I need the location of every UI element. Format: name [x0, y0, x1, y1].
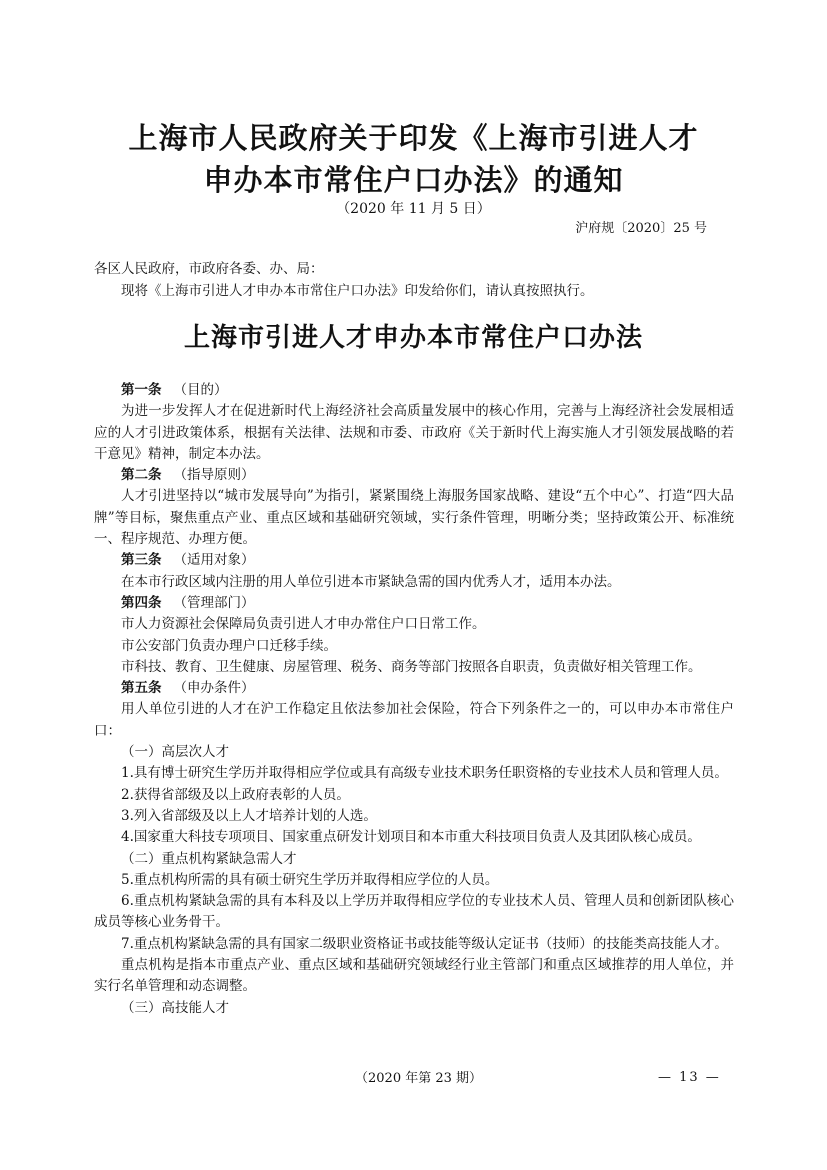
list-item: 5.重点机构所需的具有硕士研究生学历并取得相应学位的人员。 [121, 871, 499, 888]
article-label: 第五条 [121, 680, 162, 697]
list-item: 7.重点机构紧缺急需的具有国家二级职业资格证书或技能等级认定证书（技师）的技能类高技能人才。 [121, 935, 728, 952]
list-item: 6.重点机构紧缺急需的具有本科及以上学历并取得相应学位的专业技术人员、管理人员和创新团队核心成员等核心业务骨干。 [94, 893, 734, 931]
list-item: 4.国家重大科技专项项目、国家重点研发计划项目和本市重大科技项目负责人及其团队核心成员。 [121, 829, 701, 846]
regulation-title: 上海市引进人才申办本市常住户口办法 [183, 323, 643, 353]
list-item: 1.具有博士研究生学历并取得相应学位或具有高级专业技术职务任职资格的专业技术人员和管理人员。 [121, 765, 728, 782]
notice-title-line-1: 上海市人民政府关于印发《上海市引进人才 [128, 121, 699, 155]
article-paragraph: 市人力资源社会保障局负责引进人才申办常住户口日常工作。 [121, 616, 486, 633]
article-heading [94, 550, 734, 571]
document-number: 沪府规〔2020〕25 号 [575, 221, 707, 236]
article-heading [94, 593, 734, 614]
article-subtitle: （指导原则） [173, 467, 255, 484]
article-paragraph: 市科技、教育、卫生健康、房屋管理、税务、商务等部门按照各自职责，负责做好相关管理工作。 [121, 658, 702, 675]
issue-label: （2020 年第 23 期） [355, 1071, 483, 1086]
category-heading: （一）高层次人才 [121, 744, 229, 761]
article-paragraph: 人才引进坚持以“城市发展导向”为指引，紧紧围绕上海服务国家战略、建设“五个中心”、打造“四大品牌”等目标，聚焦重点产业、重点区域和基础研究领域，实行条件管理，明晰分类；坚持政策公开、标准统一、程序规范、办理方便。 [94, 488, 734, 548]
article-subtitle: （申办条件） [173, 680, 255, 697]
list-item: 3.列入省部级及以上人才培养计划的人选。 [121, 807, 377, 824]
article-paragraph: 重点机构是指本市重点产业、重点区域和基础研究领域经行业主管部门和重点区域推荐的用人单位，并实行名单管理和动态调整。 [94, 957, 734, 995]
article-heading [94, 678, 734, 699]
article-heading [94, 380, 734, 401]
article-subtitle: （适用对象） [173, 552, 255, 569]
issue-date: （2020 年 11 月 5 日） [336, 201, 491, 217]
notice-title-line-2: 申办本市常住户口办法》的通知 [203, 163, 624, 197]
category-heading: （三）高技能人才 [121, 999, 229, 1016]
article-label: 第一条 [121, 382, 162, 398]
category-heading: （二）重点机构紧缺急需人才 [121, 850, 297, 867]
regulation-body [94, 380, 734, 1019]
article-paragraph: 在本市行政区域内注册的用人单位引进本市紧缺急需的国内优秀人才，适用本办法。 [121, 573, 621, 590]
article-label: 第二条 [121, 467, 162, 484]
article-paragraph: 用人单位引进的人才在沪工作稳定且依法参加社会保险，符合下列条件之一的，可以申办本市常住户口： [94, 701, 734, 739]
article-paragraph: 市公安部门负责办理户口迁移手续。 [121, 637, 337, 654]
article-label: 第四条 [121, 594, 162, 611]
notice-text: 现将《上海市引进人才申办本市常住户口办法》印发给你们，请认真按照执行。 [121, 283, 594, 299]
article-label: 第三条 [121, 552, 162, 569]
addressees: 各区人民政府，市政府各委、办、局： [94, 261, 324, 277]
page-number: — 13 — [658, 1070, 721, 1085]
article-subtitle: （管理部门） [173, 594, 255, 611]
list-item: 2.获得省部级及以上政府表彰的人员。 [121, 786, 350, 803]
article-paragraph: 为进一步发挥人才在促进新时代上海经济社会高质量发展中的核心作用，完善与上海经济社会发展相适应的人才引进政策体系，根据有关法律、法规和市委、市政府《关于新时代上海实施人才引领发展战略的若干意见》精神，制定本办法。 [94, 403, 734, 462]
article-subtitle: （目的） [173, 382, 228, 398]
article-heading [94, 465, 734, 486]
